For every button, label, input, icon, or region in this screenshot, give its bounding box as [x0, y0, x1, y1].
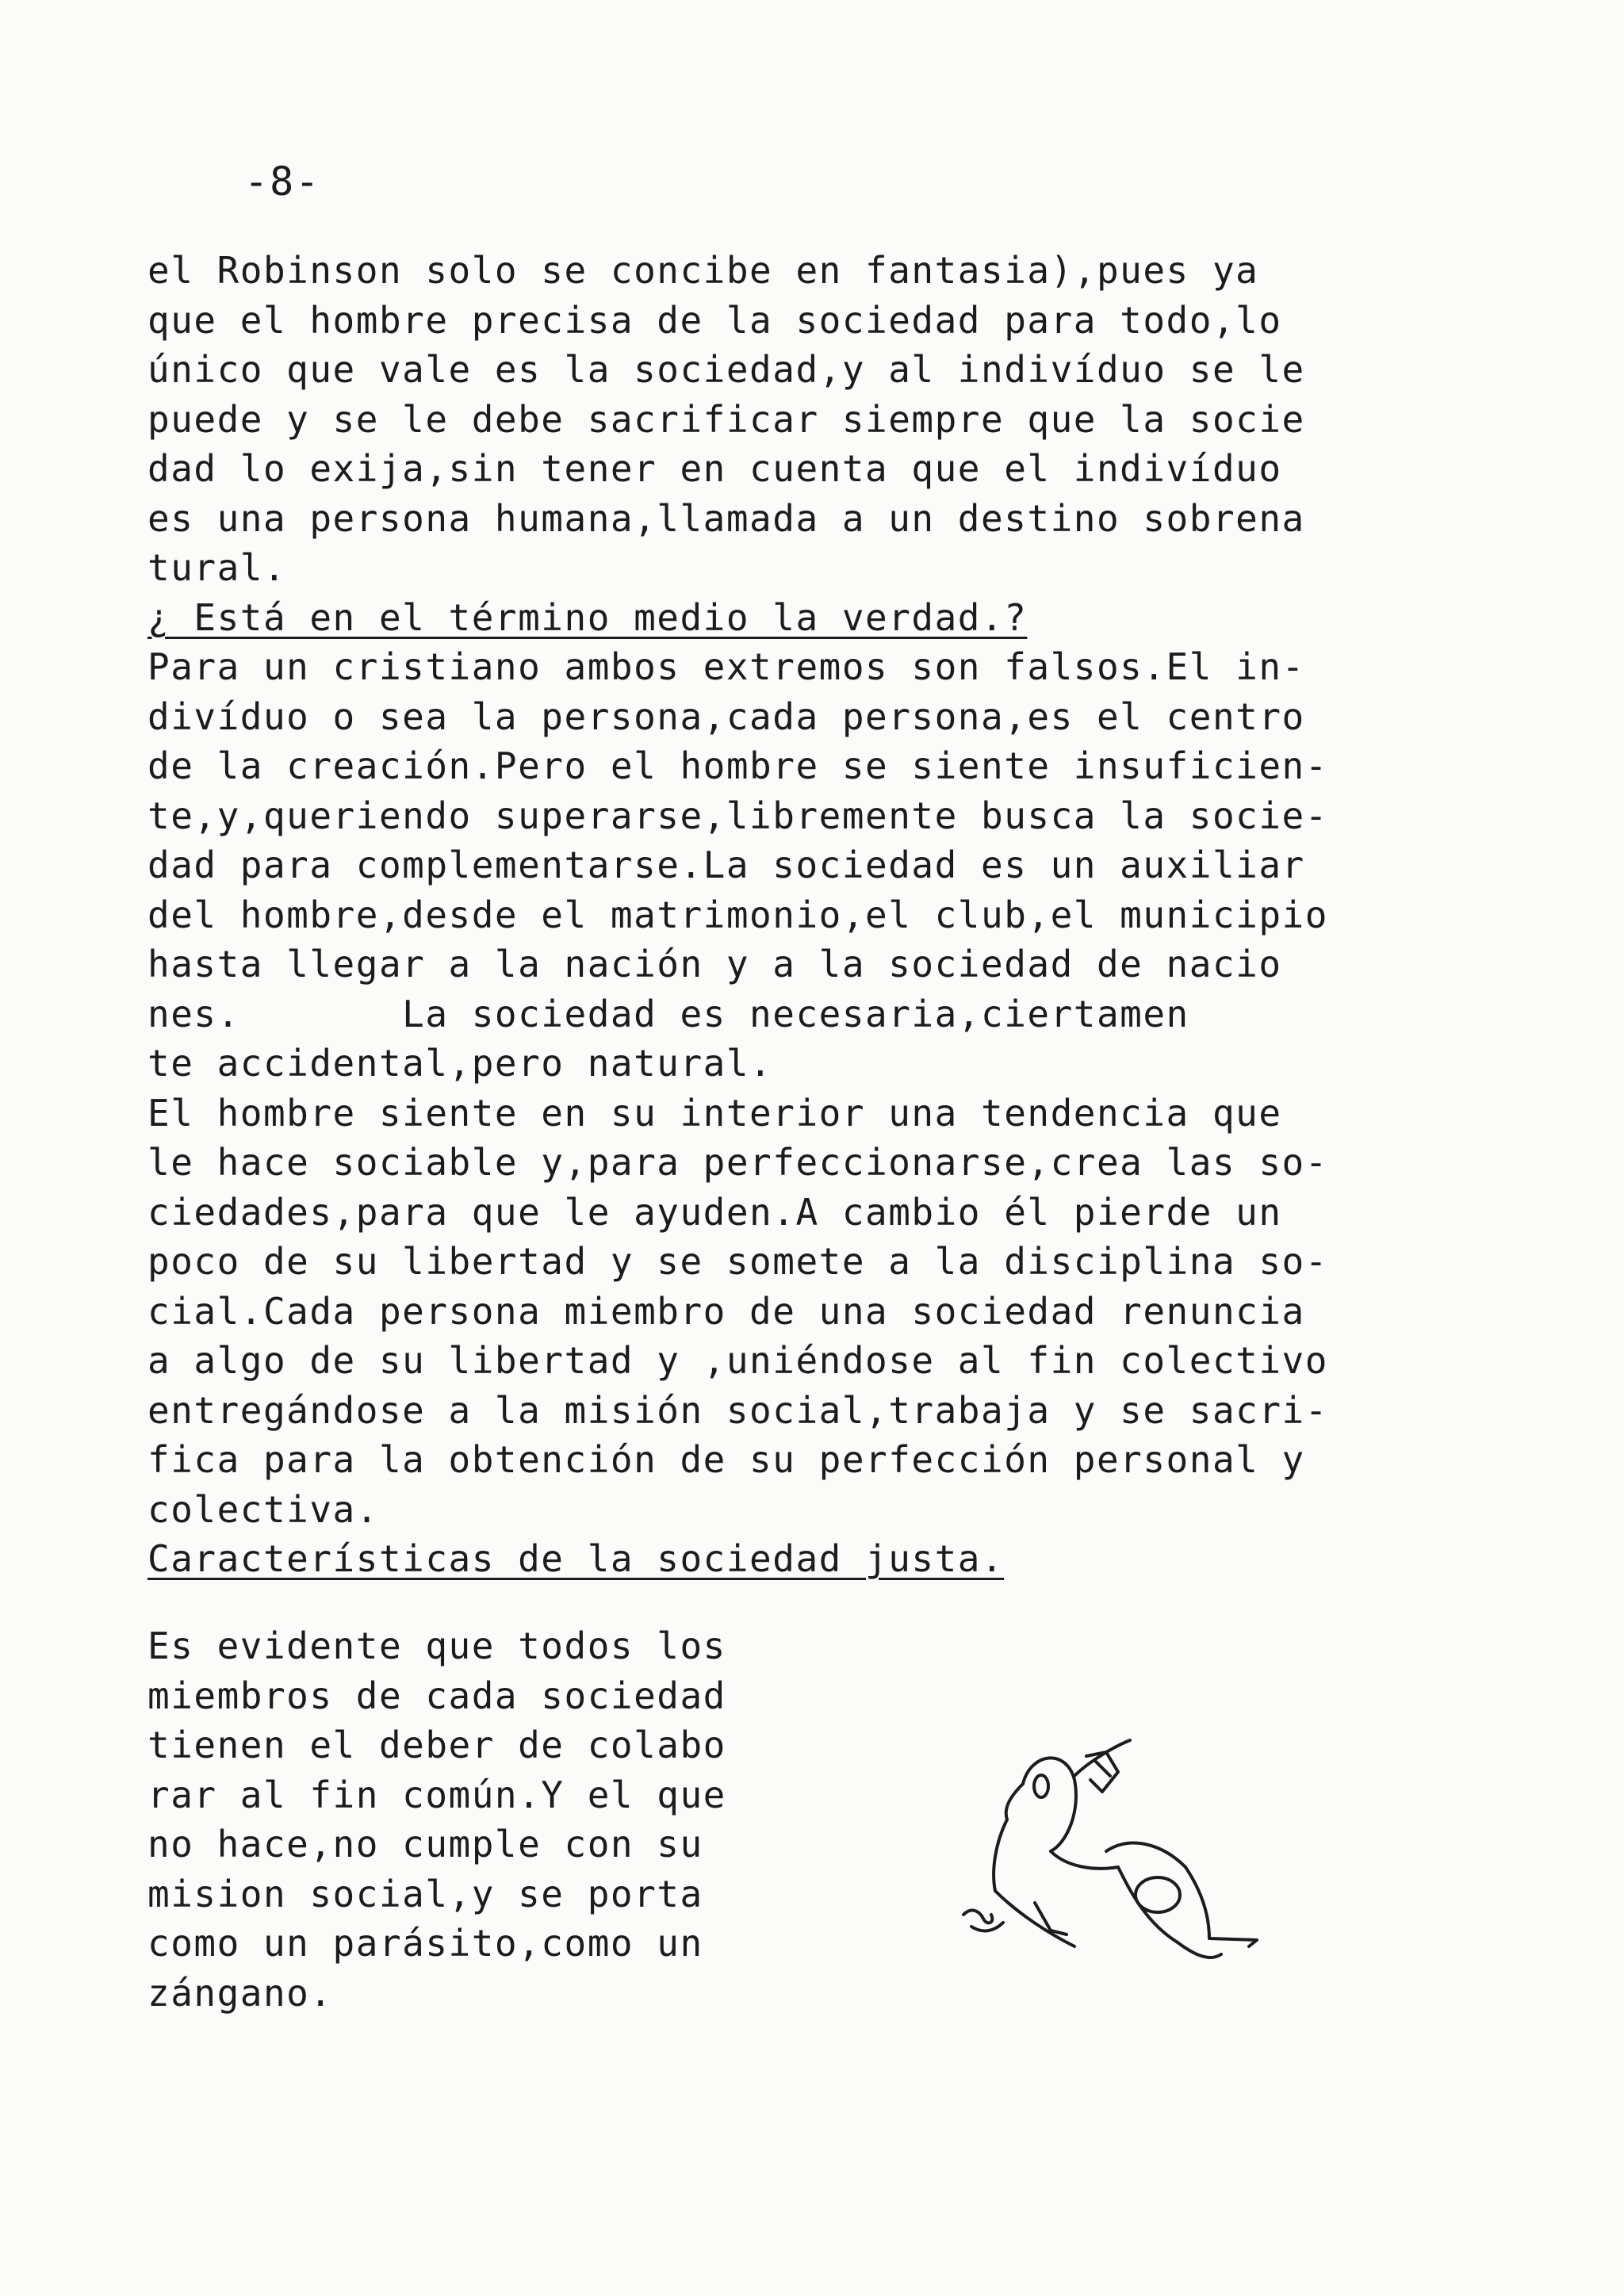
lazy-drone-cartoon [948, 1732, 1297, 1994]
main-text [147, 246, 1511, 1584]
text-line: poco de su libertad y se somete a la disciplina so- [147, 1240, 1328, 1283]
text-line: que el hombre precisa de la sociedad para todo,lo [147, 298, 1282, 342]
text-line: El hombre siente en su interior una tendencia que [147, 1091, 1282, 1135]
text-line: dad para complementarse.La sociedad es un auxiliar [147, 844, 1305, 886]
text-line: tural. [147, 546, 287, 589]
text-line: a algo de su libertad y ,uniéndose al fin colectivo [147, 1339, 1328, 1382]
text-line: dad lo exija,sin tener en cuenta que el indivíduo [147, 447, 1282, 490]
text-line: colectiva. [147, 1487, 379, 1531]
text-line: Es evidente que todos los [147, 1624, 726, 1667]
text-line: rar al fin común.Y el que [147, 1773, 726, 1816]
text-line: divíduo o sea la persona,cada persona,es el centro [147, 695, 1305, 738]
text-line: mision social,y se porta [147, 1872, 703, 1915]
text-line: del hombre,desde el matrimonio,el club,el municipio [147, 893, 1328, 936]
text-line: nes. La sociedad es necesaria,ciertamen [147, 992, 1189, 1035]
text-line: zángano. [147, 1971, 333, 2015]
text-line: cial.Cada persona miembro de una sociedad renuncia [147, 1289, 1305, 1333]
text-line: le hace sociable y,para perfeccionarse,crea las so- [147, 1141, 1328, 1184]
text-line: te,y,queriendo superarse,libremente busca la socie- [147, 794, 1328, 837]
section-heading: Características de la sociedad justa. [147, 1537, 1005, 1580]
text-line: no hace,no cumple con su [147, 1823, 703, 1866]
section-heading: ¿ Está en el término medio la verdad.? [147, 595, 1028, 639]
text-line: entregándose a la misión social,trabaja y se sacri- [147, 1388, 1328, 1432]
text-line: único que vale es la sociedad,y al indivíduo se le [147, 348, 1305, 391]
text-line: miembros de cada sociedad [147, 1674, 726, 1717]
text-line: como un parásito,como un [147, 1922, 703, 1965]
text-line: puede y se le debe sacrificar siempre que la socie [147, 397, 1305, 441]
text-line: ciedades,para que le ayuden.A cambio él pierde un [147, 1190, 1282, 1234]
page-number: -8- [244, 159, 321, 205]
text-line: tienen el deber de colabo [147, 1724, 726, 1766]
closing-paragraph [147, 1621, 893, 2018]
text-line: el Robinson solo se concibe en fantasia),pues ya [147, 249, 1259, 292]
text-line: te accidental,pero natural. [147, 1042, 773, 1085]
text-line: fica para la obtención de su perfección personal y [147, 1438, 1305, 1481]
text-line: hasta llegar a la nación y a la sociedad de nacio [147, 943, 1282, 985]
text-line: es una persona humana,llamada a un destino sobrena [147, 496, 1305, 540]
text-line: de la creación.Pero el hombre se siente insuficien- [147, 744, 1328, 787]
text-line: Para un cristiano ambos extremos son falsos.El in- [147, 645, 1305, 688]
